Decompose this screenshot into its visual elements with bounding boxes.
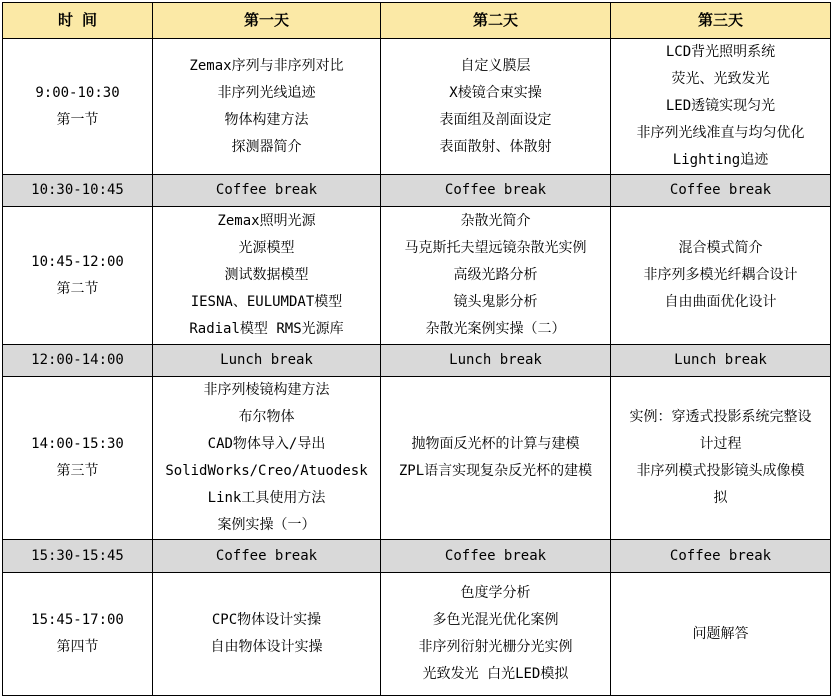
break-label: Coffee break (444, 547, 547, 564)
topic-line: 物体构建方法 (224, 111, 309, 128)
topic-line: 自由曲面优化设计 (664, 294, 777, 310)
time-range: 15:30-15:45 (31, 547, 124, 564)
time-range: 14:00-15:30 (31, 436, 124, 452)
topic-line: 表面组及剖面设定 (439, 111, 552, 128)
topic-line: 探测器简介 (231, 138, 302, 155)
time-cell (3, 39, 153, 175)
topic-line: 非序列模式投影镜头成像模 (636, 463, 805, 479)
topic-line: 非序列光线准直与均匀优化 (636, 125, 805, 141)
session-row (3, 573, 831, 696)
topic-line: Link工具使用方法 (207, 490, 326, 506)
topic-line: Zemax照明光源 (217, 213, 316, 229)
header-day-1: 第一天 (153, 3, 381, 39)
topic-line: 测试数据模型 (224, 267, 309, 283)
break-cell (153, 540, 381, 573)
topic-line: SolidWorks/Creo/Atuodesk (165, 463, 368, 479)
topic-line: 非序列衍射光栅分光实例 (418, 639, 573, 655)
topic-line: 自定义膜层 (460, 57, 531, 74)
topic-cell (611, 39, 831, 175)
topic-line: 非序列多模光纤耦合设计 (643, 267, 798, 283)
topic-line: 表面散射、体散射 (439, 138, 552, 155)
topic-line: 实例：穿透式投影系统完整设 (629, 409, 812, 425)
break-label: Lunch break (220, 352, 313, 368)
topic-line: 光源模型 (238, 240, 295, 256)
topic-cell (153, 39, 381, 175)
schedule-table (2, 2, 831, 696)
topic-line: 镜头鬼影分析 (453, 294, 538, 310)
break-label: Lunch break (449, 352, 542, 368)
break-label: Coffee break (669, 547, 772, 564)
topic-line: 案例实操（一） (217, 517, 316, 533)
break-cell (611, 540, 831, 573)
topic-line: Zemax序列与非序列对比 (189, 57, 344, 74)
topic-line: 拟 (713, 490, 728, 506)
session-label: 第四节 (56, 639, 99, 655)
session-label: 第一节 (56, 111, 99, 128)
break-cell (153, 175, 381, 207)
header-day-3: 第三天 (611, 3, 831, 39)
topic-line: 高级光路分析 (453, 267, 538, 283)
time-cell (3, 175, 153, 207)
topic-line: CAD物体导入/导出 (207, 436, 326, 452)
break-cell (611, 345, 831, 377)
break-row (3, 540, 831, 573)
header-day-2: 第二天 (381, 3, 611, 39)
break-row (3, 345, 831, 377)
topic-line: 色度学分析 (460, 585, 531, 601)
topic-line: 光致发光 白光LED模拟 (422, 666, 569, 682)
time-cell (3, 540, 153, 573)
time-range: 10:30-10:45 (31, 182, 124, 198)
break-label: Lunch break (674, 352, 767, 368)
time-cell (3, 207, 153, 345)
topic-line: 计过程 (699, 436, 742, 452)
topic-line: X棱镜合束实操 (449, 84, 542, 101)
session-label: 第三节 (56, 463, 99, 479)
time-range: 9:00-10:30 (35, 84, 120, 101)
topic-line: ZPL语言实现复杂反光杯的建模 (398, 463, 593, 479)
time-cell (3, 345, 153, 377)
break-cell (381, 345, 611, 377)
break-cell (153, 345, 381, 377)
topic-line: LCD背光照明系统 (665, 44, 776, 60)
break-cell (611, 175, 831, 207)
time-cell (3, 377, 153, 540)
session-row (3, 39, 831, 175)
header-time: 时 间 (3, 3, 153, 39)
topic-cell (611, 573, 831, 696)
break-label: Coffee break (215, 182, 318, 198)
topic-cell (153, 573, 381, 696)
session-row (3, 207, 831, 345)
break-cell (381, 540, 611, 573)
topic-cell (381, 207, 611, 345)
session-label: 第二节 (56, 280, 99, 297)
schedule-body (3, 39, 831, 696)
topic-line: Lighting追迹 (672, 152, 769, 168)
topic-line: 马克斯托夫望远镜杂散光实例 (404, 240, 587, 256)
session-row (3, 377, 831, 540)
header-row (3, 3, 831, 39)
break-label: Coffee break (669, 182, 772, 198)
topic-line: 自由物体设计实操 (210, 639, 323, 655)
topic-line: CPC物体设计实操 (211, 612, 322, 628)
time-cell (3, 573, 153, 696)
topic-cell (611, 207, 831, 345)
topic-line: 杂散光简介 (460, 213, 531, 229)
topic-cell (153, 207, 381, 345)
time-range: 15:45-17:00 (31, 612, 124, 628)
topic-cell (381, 377, 611, 540)
time-range: 10:45-12:00 (31, 253, 124, 270)
topic-line: IESNA、EULUMDAT模型 (190, 294, 343, 310)
topic-line: LED透镜实现匀光 (665, 98, 776, 114)
topic-line: Radial模型 RMS光源库 (189, 321, 344, 337)
topic-cell (153, 377, 381, 540)
break-row (3, 175, 831, 207)
break-label: Coffee break (444, 182, 547, 198)
topic-line: 问题解答 (692, 625, 749, 642)
time-range: 12:00-14:00 (31, 352, 124, 368)
topic-line: 杂散光案例实操（二） (425, 321, 566, 337)
topic-line: 非序列光线追迹 (217, 84, 316, 101)
topic-cell (381, 39, 611, 175)
break-cell (381, 175, 611, 207)
topic-cell (611, 377, 831, 540)
topic-line: 混合模式简介 (678, 240, 763, 256)
topic-line: 布尔物体 (238, 409, 295, 425)
break-label: Coffee break (215, 547, 318, 564)
topic-line: 多色光混光优化案例 (432, 612, 559, 628)
topic-line: 抛物面反光杯的计算与建模 (411, 436, 580, 452)
topic-line: 荧光、光致发光 (671, 71, 770, 87)
topic-cell (381, 573, 611, 696)
topic-line: 非序列棱镜构建方法 (203, 382, 330, 398)
